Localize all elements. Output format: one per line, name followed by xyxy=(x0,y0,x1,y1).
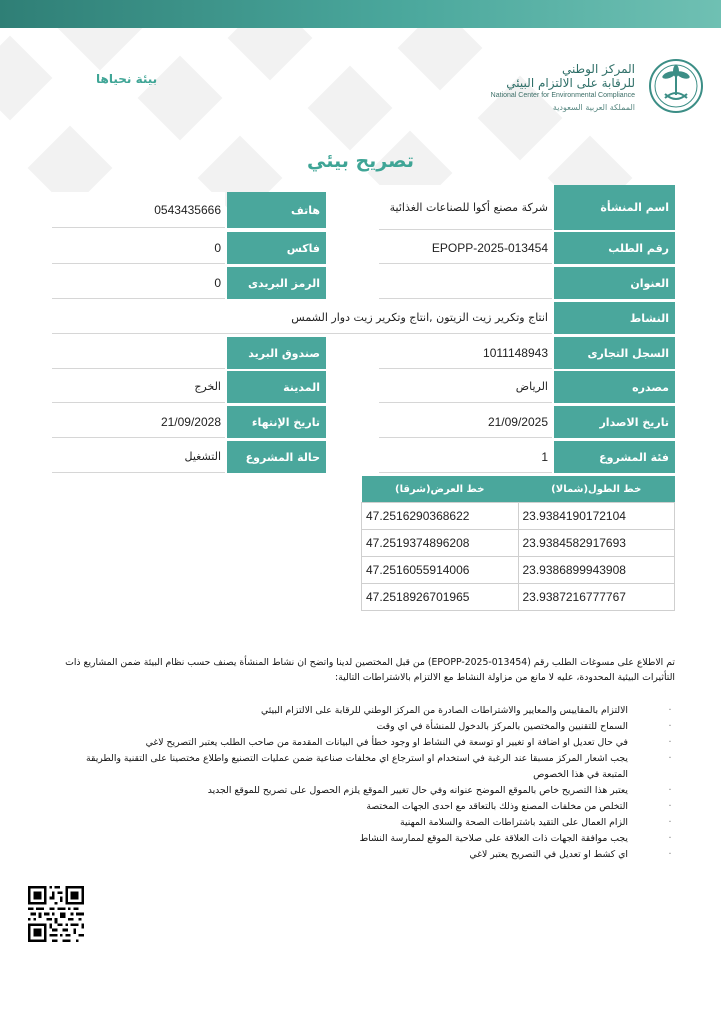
value-postal-code: 0 xyxy=(52,267,225,299)
condition-text: يعتبر هذا التصريح خاص بالموقع الموضح عنوانه وفي حال تغيير الموقع يلزم الحصول على تصريح للموقع الجديد xyxy=(207,785,628,796)
condition-text: يجب اشعار المركز مسبقا عند الرغبة في استخدام او استرجاع اي مخلفات صناعية ضمن عمليات التصنيع واطلاع مختصينا على التقنية والطريقة المتبعة في هذا الخصوص xyxy=(86,753,628,780)
label-fax: فاكس xyxy=(227,232,326,264)
country-name: المملكة العربية السعودية xyxy=(552,103,635,112)
condition-text: اي كشط او تعديل في التصريح يعتبر لاغي xyxy=(469,849,628,860)
label-project-category: فئة المشروع xyxy=(554,441,675,473)
list-item: · التخلص من مخلفات المصنع وذلك بالتعاقد مع احدى الجهات المختصة xyxy=(366,801,672,812)
condition-text: يجب موافقة الجهات ذات العلاقة على صلاحية الموقع لممارسة النشاط xyxy=(359,833,628,844)
label-expiry-date: تاريخ الإنتهاء xyxy=(227,406,326,438)
org-name-line2: للرقابة على الالتزام البيئي xyxy=(506,76,635,90)
document-title: تصريح بيئي xyxy=(307,150,414,172)
coordinates-header-row xyxy=(362,476,675,503)
background-diamond-pattern xyxy=(0,28,721,208)
declaration-paragraph: تم الاطلاع على مسوغات الطلب رقم (EPOPP-2025-013454) من قبل المختصين لدينا واتضح ان نشاط المنشأة يصنف حسب نظام البيئة ضمن المشاريع ذات التأثيرات البيئية المحدودة، عليه لا مانع من مزاولة النشاط مع الالتزام بالاشتراطات التالية: xyxy=(65,657,675,683)
condition-text: السماح للتقنيين والمختصين بالمركز بالدخول للمنشأة في اي وقت xyxy=(376,721,628,732)
value-project-category: 1 xyxy=(379,441,552,473)
coordinates-table xyxy=(361,476,675,611)
table-row xyxy=(362,557,675,584)
list-item: · الالتزام بالمقاييس والمعايير والاشتراطات الصادرة من المركز الوطني للرقابة على الالتزام البيئي xyxy=(260,705,672,716)
label-phone: هاتف xyxy=(227,192,326,228)
value-fax: 0 xyxy=(52,232,225,264)
condition-text: في حال تعديل او اضافة او تغيير او توسعة في النشاط او وجود خطأ في البيانات المقدمة من صاحب الطلب يعتبر التصريح لاغي xyxy=(145,737,628,748)
value-source: الرياض xyxy=(379,371,552,403)
label-facility-name: اسم المنشأة xyxy=(554,185,675,230)
value-facility-name: شركة مصنع أكوا للصناعات الغذائية xyxy=(379,185,552,230)
value-request-no: EPOPP-2025-013454 xyxy=(379,232,552,264)
top-color-bar xyxy=(0,0,721,28)
label-request-no: رقم الطلب xyxy=(554,232,675,264)
coord-cell: 23.9387216777767 xyxy=(518,584,675,611)
label-issue-date: تاريخ الاصدار xyxy=(554,406,675,438)
list-item: · يعتبر هذا التصريح خاص بالموقع الموضح عنوانه وفي حال تغيير الموقع يلزم الحصول على تصريح للموقع الجديد xyxy=(207,785,672,796)
coord-cell: 47.2518926701965 xyxy=(362,584,519,611)
condition-text: التخلص من مخلفات المصنع وذلك بالتعاقد مع احدى الجهات المختصة xyxy=(366,801,628,812)
label-po-box: صندوق البريد xyxy=(227,337,326,369)
value-commercial-reg: 1011148943 xyxy=(379,337,552,369)
organization-block xyxy=(491,62,635,113)
condition-text: الالتزام بالمقاييس والمعايير والاشتراطات الصادرة من المركز الوطني للرقابة على الالتزام البيئي xyxy=(260,705,628,716)
qr-code-icon[interactable] xyxy=(28,886,84,942)
coord-cell: 47.2516290368622 xyxy=(362,503,519,530)
label-activity: النشاط xyxy=(554,302,675,334)
palm-swords-emblem-icon xyxy=(648,58,704,114)
list-item: · في حال تعديل او اضافة او تغيير او توسعة في النشاط او وجود خطأ في البيانات المقدمة من صاحب الطلب يعتبر التصريح لاغي xyxy=(145,737,672,748)
table-row xyxy=(362,530,675,557)
coord-cell: 23.9384582917693 xyxy=(518,530,675,557)
label-project-status: حالة المشروع xyxy=(227,441,326,473)
coord-cell: 47.2516055914006 xyxy=(362,557,519,584)
slogan: بيئة نحياها xyxy=(96,72,158,86)
label-commercial-reg: السجل التجارى xyxy=(554,337,675,369)
value-issue-date: 21/09/2025 xyxy=(379,406,552,438)
label-address: العنوان xyxy=(554,267,675,299)
value-address xyxy=(379,267,552,299)
list-item: · اي كشط او تعديل في التصريح يعتبر لاغي xyxy=(469,849,672,860)
coord-cell: 23.9386899943908 xyxy=(518,557,675,584)
value-phone: 0543435666 xyxy=(52,192,225,228)
label-postal-code: الرمز البريدى xyxy=(227,267,326,299)
table-row xyxy=(362,503,675,530)
list-item: · الزام العمال على التقيد باشتراطات الصحة والسلامة المهنية xyxy=(400,817,672,828)
list-item: · يجب موافقة الجهات ذات العلاقة على صلاحية الموقع لممارسة النشاط xyxy=(359,833,672,844)
header-longitude: خط الطول(شمالا) xyxy=(518,476,675,503)
coord-cell: 47.2519374896208 xyxy=(362,530,519,557)
list-item: · يجب اشعار المركز مسبقا عند الرغبة في استخدام او استرجاع اي مخلفات صناعية ضمن عمليات التصنيع واطلاع مختصينا على التقنية والطريقة المتبعة في هذا الخصوص xyxy=(86,753,672,780)
conditions-list xyxy=(60,703,675,863)
org-name-line1: المركز الوطني xyxy=(561,62,635,76)
table-row xyxy=(362,584,675,611)
header-latitude: خط العرض(شرقا) xyxy=(362,476,519,503)
value-city: الخرج xyxy=(52,371,225,403)
org-name-english: National Center for Environmental Compliance xyxy=(490,92,635,99)
condition-text: الزام العمال على التقيد باشتراطات الصحة والسلامة المهنية xyxy=(400,817,628,828)
list-item: · السماح للتقنيين والمختصين بالمركز بالدخول للمنشأة في اي وقت xyxy=(376,721,672,732)
value-expiry-date: 21/09/2028 xyxy=(52,406,225,438)
label-city: المدينة xyxy=(227,371,326,403)
label-source: مصدره xyxy=(554,371,675,403)
coord-cell: 23.9384190172104 xyxy=(518,503,675,530)
value-project-status: التشغيل xyxy=(52,441,225,473)
value-activity: انتاج وتكرير زيت الزيتون ,انتاج وتكرير زيت دوار الشمس xyxy=(52,302,552,334)
value-po-box xyxy=(52,337,225,369)
